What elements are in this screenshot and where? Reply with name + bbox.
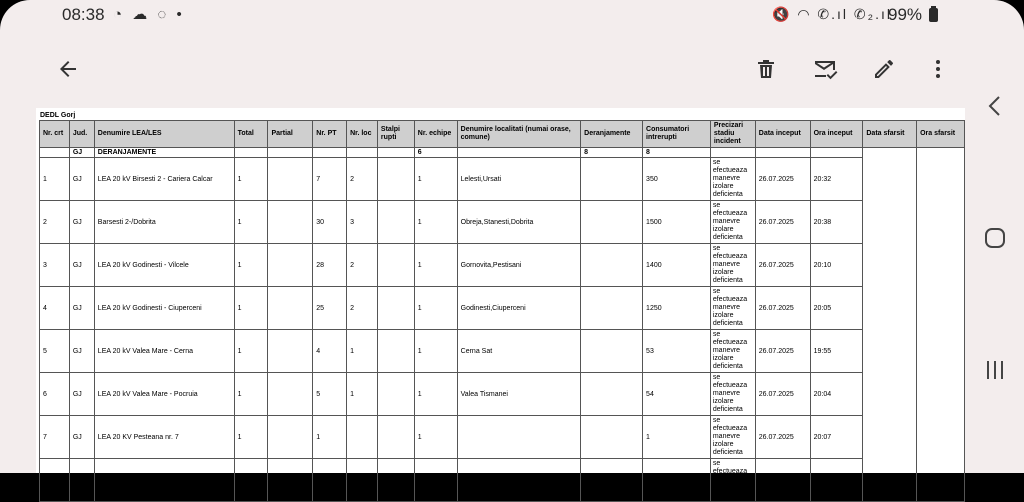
mail-check-icon (812, 57, 840, 81)
table-row (40, 287, 965, 330)
document-header: DEDL Gorj (40, 112, 76, 119)
row-ora-inceput: 20:32 (810, 158, 863, 201)
row-data-inceput: 26.07.2025 (755, 201, 810, 244)
row-total: 1 (234, 158, 268, 201)
row-ora-inceput: 19:55 (810, 330, 863, 373)
row-data-inceput: 26.07.2025 (755, 459, 810, 502)
summary-row (40, 148, 965, 158)
row-nr: 5 (40, 330, 70, 373)
row-stalpi (377, 244, 414, 287)
status-time: 08:38 (62, 5, 105, 24)
row-echipe: 1 (414, 330, 457, 373)
app-bar (0, 40, 1024, 100)
row-stadiu: se efectueaza manevre izolare deficienta (710, 416, 755, 459)
table-row (40, 244, 965, 287)
row-pt: 1 (313, 459, 347, 502)
row-localitati: Lelesti,Ursati (457, 158, 581, 201)
summary-jud: GJ (69, 148, 94, 158)
col-header: Nr. PT (313, 121, 347, 148)
summary-label: DERANJAMENTE (94, 148, 234, 158)
row-partial (268, 330, 313, 373)
row-pt: 1 (313, 416, 347, 459)
delete-button[interactable] (746, 49, 786, 89)
row-stadiu: se efectueaza manevre izolare deficienta (710, 287, 755, 330)
row-nr: 3 (40, 244, 70, 287)
row-deranjamente (581, 373, 643, 416)
row-jud: GJ (69, 416, 94, 459)
row-stadiu: se efectueaza manevre izolare deficienta (710, 244, 755, 287)
row-nr: 7 (40, 416, 70, 459)
row-denumire: LEA 20 kV Valea Mare - Cerna (94, 330, 234, 373)
nav-back-icon (987, 94, 1003, 118)
row-ora-inceput: 20:09 (810, 459, 863, 502)
row-total: 1 (234, 459, 268, 502)
row-jud: GJ (69, 201, 94, 244)
row-jud: GJ (69, 330, 94, 373)
battery-level: 99% (888, 5, 923, 24)
col-header: Denumire LEA/LES (94, 121, 234, 148)
row-pt: 4 (313, 330, 347, 373)
row-partial (268, 373, 313, 416)
row-denumire: LEA 20 KV Pesteana nr. 7 (94, 416, 234, 459)
row-nr: 4 (40, 287, 70, 330)
row-ora-inceput: 20:07 (810, 416, 863, 459)
table-row (40, 330, 965, 373)
col-header: Consumatori intrerupti (643, 121, 711, 148)
mark-read-button[interactable] (806, 49, 846, 89)
row-consumatori: 350 (643, 158, 711, 201)
col-header: Precizari stadiu incident (710, 121, 755, 148)
row-partial (268, 459, 313, 502)
row-localitati (457, 459, 581, 502)
document-page[interactable] (36, 108, 965, 499)
row-stadiu: se efectueaza manevre izolare deficienta (710, 459, 755, 502)
row-consumatori: 1400 (643, 244, 711, 287)
row-denumire: LEA 20 KV Pesteana nr. 12 (94, 459, 234, 502)
row-denumire: LEA 20 kV Godinesti - Ciuperceni (94, 287, 234, 330)
row-consumatori: 53 (643, 330, 711, 373)
row-stadiu: se efectueaza manevre izolare deficienta (710, 158, 755, 201)
nav-home-button[interactable] (975, 218, 1015, 258)
table-row (40, 201, 965, 244)
more-options-button[interactable] (918, 49, 958, 89)
row-echipe: 1 (414, 244, 457, 287)
row-jud: GJ (69, 459, 94, 502)
row-echipe: 1 (414, 158, 457, 201)
row-total: 1 (234, 330, 268, 373)
row-jud: GJ (69, 373, 94, 416)
col-header: Partial (268, 121, 313, 148)
row-partial (268, 416, 313, 459)
row-partial (268, 287, 313, 330)
table-row (40, 459, 965, 502)
summary-deranjamente: 8 (581, 148, 643, 158)
row-loc: 2 (347, 158, 378, 201)
row-nr: 2 (40, 201, 70, 244)
row-stalpi (377, 373, 414, 416)
row-localitati: Godinesti,Ciuperceni (457, 287, 581, 330)
row-localitati: Gornovita,Pestisani (457, 244, 581, 287)
row-pt: 7 (313, 158, 347, 201)
col-header: Ora sfarsit (917, 121, 965, 148)
row-nr: 8 (40, 459, 70, 502)
battery-icon (929, 8, 938, 22)
row-localitati: Valea Tismanei (457, 373, 581, 416)
incident-table (39, 120, 965, 502)
row-stadiu: se efectueaza manevre izolare deficienta (710, 373, 755, 416)
row-stalpi (377, 459, 414, 502)
table-row (40, 373, 965, 416)
row-consumatori: 1 (643, 416, 711, 459)
row-nr: 1 (40, 158, 70, 201)
row-ora-inceput: 20:38 (810, 201, 863, 244)
trash-icon (754, 57, 778, 81)
row-denumire: LEA 20 kV Birsesti 2 - Cariera Calcar (94, 158, 234, 201)
col-header: Stalpi rupti (377, 121, 414, 148)
row-nr: 6 (40, 373, 70, 416)
row-loc: 1 (347, 373, 378, 416)
row-data-inceput: 26.07.2025 (755, 244, 810, 287)
row-deranjamente (581, 287, 643, 330)
row-data-inceput: 26.07.2025 (755, 330, 810, 373)
col-header: Deranjamente (581, 121, 643, 148)
row-localitati: Obreja,Stanesti,Dobrita (457, 201, 581, 244)
row-consumatori: 1250 (643, 287, 711, 330)
row-ora-inceput: 20:04 (810, 373, 863, 416)
col-header: Ora inceput (810, 121, 863, 148)
row-pt: 30 (313, 201, 347, 244)
col-header: Nr. loc (347, 121, 378, 148)
row-stalpi (377, 158, 414, 201)
row-consumatori: 1500 (643, 201, 711, 244)
row-denumire: LEA 20 kV Valea Mare - Pocruia (94, 373, 234, 416)
row-echipe: 1 (414, 416, 457, 459)
row-denumire: Barsesti 2-/Dobrita (94, 201, 234, 244)
row-stalpi (377, 201, 414, 244)
row-partial (268, 158, 313, 201)
summary-consumatori: 8 (643, 148, 711, 158)
status-bar (0, 0, 1024, 30)
row-pt: 28 (313, 244, 347, 287)
row-total: 1 (234, 244, 268, 287)
row-deranjamente (581, 201, 643, 244)
row-consumatori: 1 (643, 459, 711, 502)
row-partial (268, 244, 313, 287)
row-loc (347, 459, 378, 502)
row-data-inceput: 26.07.2025 (755, 287, 810, 330)
row-deranjamente (581, 244, 643, 287)
summary-echipe: 6 (414, 148, 457, 158)
notification-icons: ◔ ☁ ◌ • (113, 6, 185, 23)
row-total: 1 (234, 373, 268, 416)
row-loc (347, 416, 378, 459)
row-deranjamente (581, 330, 643, 373)
row-loc: 1 (347, 330, 378, 373)
col-header: Denumire localitati (numai orase, comune) (457, 121, 581, 148)
row-total: 1 (234, 287, 268, 330)
row-jud: GJ (69, 158, 94, 201)
row-localitati (457, 416, 581, 459)
nav-back-button[interactable] (975, 86, 1015, 126)
row-deranjamente (581, 459, 643, 502)
row-echipe: 1 (414, 459, 457, 502)
row-deranjamente (581, 158, 643, 201)
nav-home-icon (983, 226, 1007, 250)
row-stalpi (377, 287, 414, 330)
arrow-left-icon (56, 57, 80, 81)
row-total: 1 (234, 201, 268, 244)
signal-icons: 🔇 ◠ ✆.ıl ✆₂.ıl (772, 6, 892, 22)
navigation-bar (975, 0, 1024, 473)
table-header-row (40, 121, 965, 148)
row-consumatori: 54 (643, 373, 711, 416)
table-row (40, 416, 965, 459)
row-pt: 25 (313, 287, 347, 330)
pencil-icon (872, 57, 896, 81)
row-total: 1 (234, 416, 268, 459)
row-jud: GJ (69, 244, 94, 287)
row-data-inceput: 26.07.2025 (755, 158, 810, 201)
col-header: Total (234, 121, 268, 148)
row-denumire: LEA 20 kV Godinesti - Vilcele (94, 244, 234, 287)
row-jud: GJ (69, 287, 94, 330)
row-stadiu: se efectueaza manevre izolare deficienta (710, 330, 755, 373)
nav-recent-icon (983, 358, 1007, 382)
row-data-inceput: 26.07.2025 (755, 416, 810, 459)
row-echipe: 1 (414, 287, 457, 330)
row-partial (268, 201, 313, 244)
row-loc: 2 (347, 244, 378, 287)
col-header: Nr. crt (40, 121, 70, 148)
row-loc: 3 (347, 201, 378, 244)
row-stadiu: se efectueaza manevre izolare deficienta (710, 201, 755, 244)
nav-recent-button[interactable] (975, 350, 1015, 390)
row-ora-inceput: 20:05 (810, 287, 863, 330)
table-row (40, 158, 965, 201)
row-data-inceput: 26.07.2025 (755, 373, 810, 416)
col-header: Data inceput (755, 121, 810, 148)
row-loc: 2 (347, 287, 378, 330)
row-deranjamente (581, 416, 643, 459)
back-button[interactable] (48, 49, 88, 89)
row-pt: 5 (313, 373, 347, 416)
row-ora-inceput: 20:10 (810, 244, 863, 287)
row-echipe: 1 (414, 373, 457, 416)
row-echipe: 1 (414, 201, 457, 244)
row-stalpi (377, 330, 414, 373)
row-localitati: Cerna Sat (457, 330, 581, 373)
col-header: Data sfarsit (863, 121, 917, 148)
edit-button[interactable] (864, 49, 904, 89)
row-stalpi (377, 416, 414, 459)
col-header: Nr. echipe (414, 121, 457, 148)
more-vertical-icon (926, 57, 950, 81)
col-header: Jud. (69, 121, 94, 148)
